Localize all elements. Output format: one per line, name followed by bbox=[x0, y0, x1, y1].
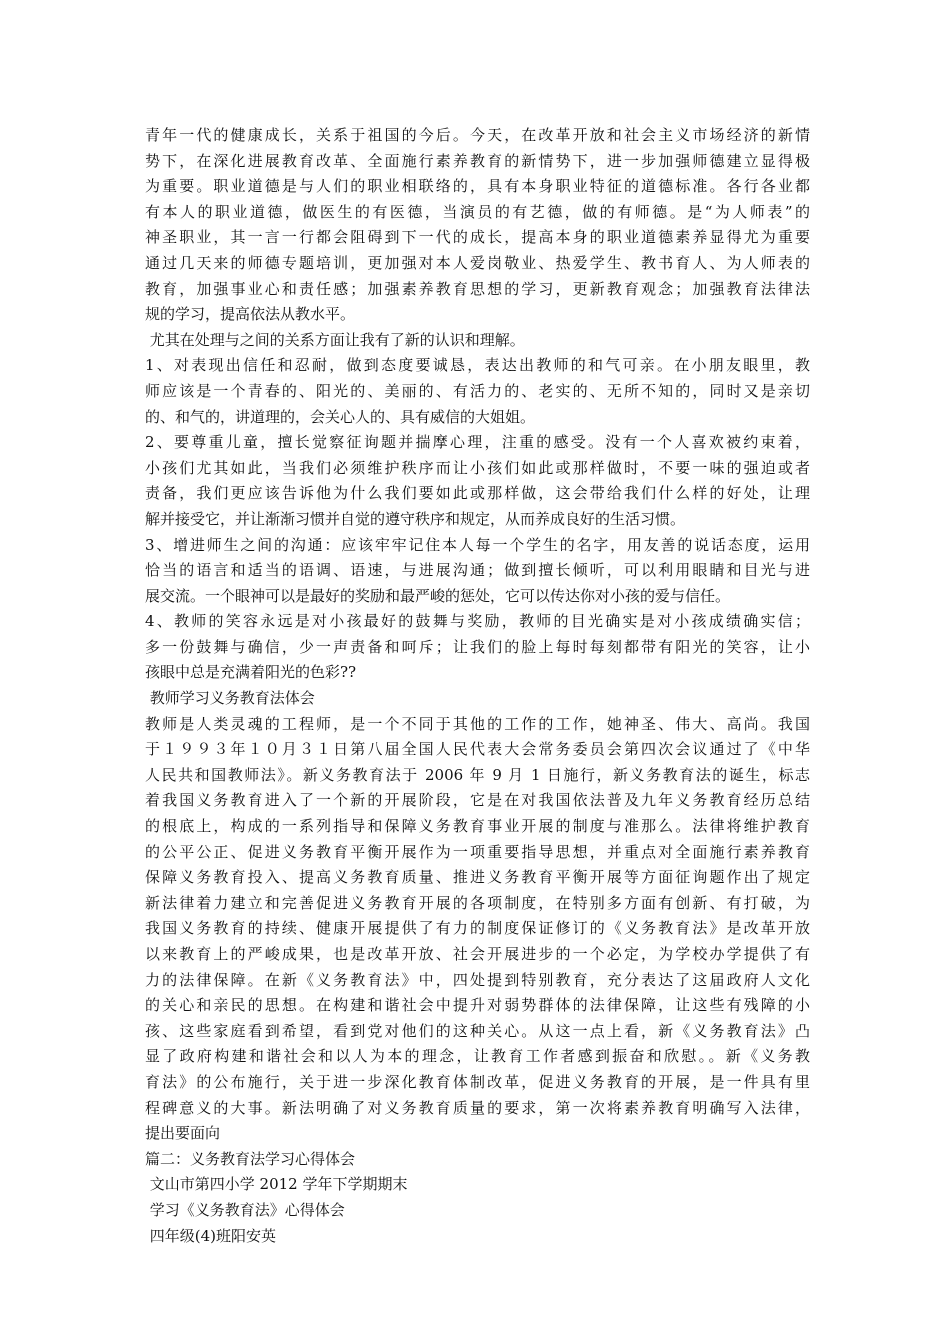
text-line: 为重要。职业道德是与人们的职业相联络的，具有本身职业特征的道德标准。各行各业都 bbox=[145, 177, 810, 196]
text-line: 4、教师的笑容永远是对小孩最好的鼓舞与奖励，教师的目光确实是对小孩成绩确实信； bbox=[145, 612, 810, 631]
text-line: 责备，我们更应该告诉他为什么我们要如此或那样做，这会带给我们什么样的好处，让理 bbox=[145, 484, 810, 503]
text-line: 有本人的职业道德，做医生的有医德，当演员的有艺德，做的有师德。是“为人师表”的 bbox=[145, 202, 810, 221]
text-line: 通过几天来的师德专题培训，更加强对本人爱岗敬业、热爱学生、教书育人、为人师表的 bbox=[145, 253, 810, 272]
text-line: 程碑意义的大事。新法明确了对义务教育质量的要求，第一次将素养教育明确写入法律， bbox=[145, 1098, 810, 1117]
document-body bbox=[145, 123, 810, 1249]
text-line: 多一份鼓舞与确信，少一声责备和呵斥；让我们的脸上每时每刻都带有阳光的笑容，让小 bbox=[145, 637, 810, 656]
text-line: 育法》的公布施行，关于进一步深化教育体制改革，促进义务教育的开展，是一件具有里 bbox=[145, 1072, 810, 1091]
text-line: 规的学习，提高依法从教水平。 bbox=[145, 305, 356, 324]
text-line: 2、要尊重儿童，擅长觉察征询题并揣摩心理，注重的感受。没有一个人喜欢被约束着， bbox=[145, 433, 810, 452]
text-line: 于１９９３年１０月３１日第八届全国人民代表大会常务委员会第四次会议通过了《中华 bbox=[145, 740, 810, 759]
text-line: 文山市第四小学 2012 学年下学期期末 bbox=[145, 1175, 408, 1194]
text-line: 的根底上，构成的一系列指导和保障义务教育事业开展的制度与准那么。法律将维护教育 bbox=[145, 817, 810, 836]
text-line: 新法律着力建立和完善促进义务教育开展的各项制度，在特别多方面有创新、有打破，为 bbox=[145, 893, 810, 912]
text-line: 学习《义务教育法》心得体会 bbox=[145, 1200, 345, 1219]
text-line: 神圣职业，其一言一行都会阻碍到下一代的成长，提高本身的职业道德素养显得尤为重要 bbox=[145, 228, 810, 247]
text-line: 展交流。一个眼神可以是最好的奖励和最严峻的惩处，它可以传达你对小孩的爱与信任。 bbox=[145, 586, 731, 605]
text-line: 的关心和亲民的思想。在构建和谐社会中提升对弱势群体的法律保障，让这些有残障的小 bbox=[145, 996, 810, 1015]
text-line: 恰当的语言和适当的语调、语速，与进展沟通；做到擅长倾听，可以利用眼睛和目光与进 bbox=[145, 561, 810, 580]
text-line: 显了政府构建和谐社会和以人为本的理念，让教育工作者感到振奋和欣慰。。新《义务教 bbox=[145, 1047, 810, 1066]
text-line: 孩、这些家庭看到希望，看到党对他们的这种关心。从这一点上看，新《义务教育法》凸 bbox=[145, 1021, 810, 1040]
text-line: 提出要面向 bbox=[145, 1124, 221, 1143]
text-line: 我国义务教育的持续、健康开展提供了有力的制度保证修订的《义务教育法》是改革开放 bbox=[145, 919, 810, 938]
text-line: 师应该是一个青春的、阳光的、美丽的、有活力的、老实的、无所不知的，同时又是亲切 bbox=[145, 381, 810, 400]
text-line: 孩眼中总是充满着阳光的色彩?? bbox=[145, 663, 357, 682]
author-line: 四年级(4)班阳安英 bbox=[145, 1226, 277, 1245]
section-heading: 篇二：义务教育法学习心得体会 bbox=[145, 1149, 356, 1168]
text-line: 着我国义务教育进入了一个新的开展阶段，它是在对我国依法普及九年义务教育经历总结 bbox=[145, 791, 810, 810]
text-line: 力的法律保障。在新《义务教育法》中，四处提到特别教育，充分表达了这届政府人文化 bbox=[145, 970, 810, 989]
text-line: 3、增进师生之间的沟通：应该牢牢记住本人每一个学生的名字，用友善的说话态度，运用 bbox=[145, 535, 810, 554]
text-line: 人民共和国教师法》。新义务教育法于 2006 年 9 月 1 日施行，新义务教育法的诞生，标志 bbox=[145, 765, 810, 784]
section-heading: 教师学习义务教育法体会 bbox=[145, 689, 315, 708]
text-line: 解并接受它，并让渐渐习惯并自觉的遵守秩序和规定，从而养成良好的生活习惯。 bbox=[145, 509, 686, 528]
text-line: 1、对表现出信任和忍耐，做到态度要诚恳，表达出教师的和气可亲。在小朋友眼里，教 bbox=[145, 356, 810, 375]
text-line: 尤其在处理与之间的关系方面让我有了新的认识和理解。 bbox=[145, 330, 525, 349]
text-line: 教育，加强事业心和责任感；加强素养教育思想的学习，更新教育观念；加强教育法律法 bbox=[145, 279, 810, 298]
text-line: 势下，在深化进展教育改革、全面施行素养教育的新情势下，进一步加强师德建立显得极 bbox=[145, 151, 810, 170]
text-line: 的公平公正、促进义务教育平衡开展作为一项重要指导思想，并重点对全面施行素养教育 bbox=[145, 842, 810, 861]
text-line: 保障义务教育投入、提高义务教育质量、推进义务教育平衡开展等方面征询题作出了规定 bbox=[145, 868, 810, 887]
text-line: 小孩们尤其如此，当我们必须维护秩序而让小孩们如此或那样做时，不要一味的强迫或者 bbox=[145, 458, 810, 477]
text-line: 教师是人类灵魂的工程师，是一个不同于其他的工作的工作，她神圣、伟大、高尚。我国 bbox=[145, 714, 810, 733]
text-line: 以来教育上的严峻成果，也是改革开放、社会开展进步的一个必定，为学校办学提供了有 bbox=[145, 945, 810, 963]
text-line: 青年一代的健康成长，关系于祖国的今后。今天，在改革开放和社会主义市场经济的新情 bbox=[145, 126, 810, 144]
text-line: 的、和气的，讲道理的，会关心人的、具有威信的大姐姐。 bbox=[145, 407, 536, 426]
